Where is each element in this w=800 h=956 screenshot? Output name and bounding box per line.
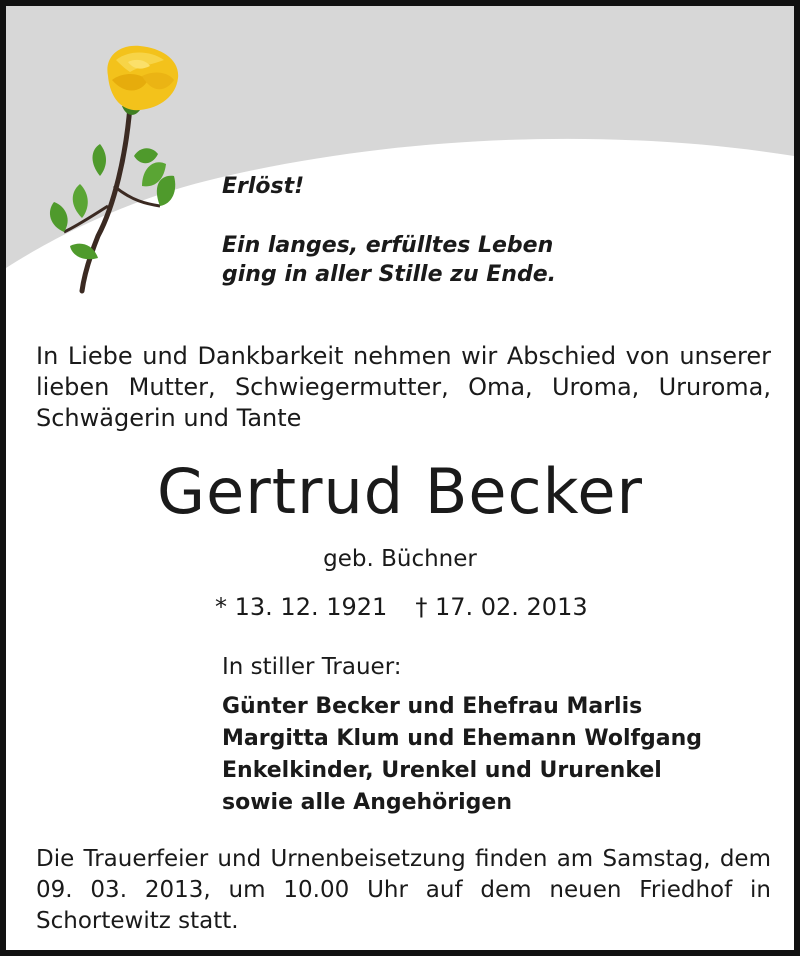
intro-text [222,172,556,289]
intro-line-end: ging in aller Stille zu Ende. [222,262,556,287]
yellow-rose-icon [42,36,202,296]
mourners-list [222,691,702,819]
deceased-name: Gertrud Becker [157,455,643,528]
intro-line-relief: Erlöst! [222,174,305,199]
intro-line-life: Ein langes, erfülltes Leben [222,233,554,258]
mourner-line: Margitta Klum und Ehemann Wolfgang [222,726,703,751]
mourner-line: Enkelkinder, Urenkel und Ururenkel [222,758,662,783]
funeral-details: Die Trauerfeier und Urnenbeisetzung finden am Samstag, dem 09. 03. 2013, um 10.00 Uhr auf dem neuen Friedhof in Schortewitz statt. [36,846,771,934]
mourner-line: Günter Becker und Ehefrau Marlis [222,694,643,719]
maiden-name: geb. Büchner [323,546,477,572]
farewell-paragraph: In Liebe und Dankbarkeit nehmen wir Abschied von unserer lieben Mutter, Schwiegermutter, Oma, Uroma, Ururoma, Schwägerin und Tante [36,342,771,432]
mourner-line: sowie alle Angehörigen [222,790,513,815]
death-date: † 17. 02. 2013 [415,593,588,621]
life-dates [215,591,588,623]
birth-date: * 13. 12. 1921 [215,593,388,621]
mourning-heading: In stiller Trauer: [222,654,402,680]
